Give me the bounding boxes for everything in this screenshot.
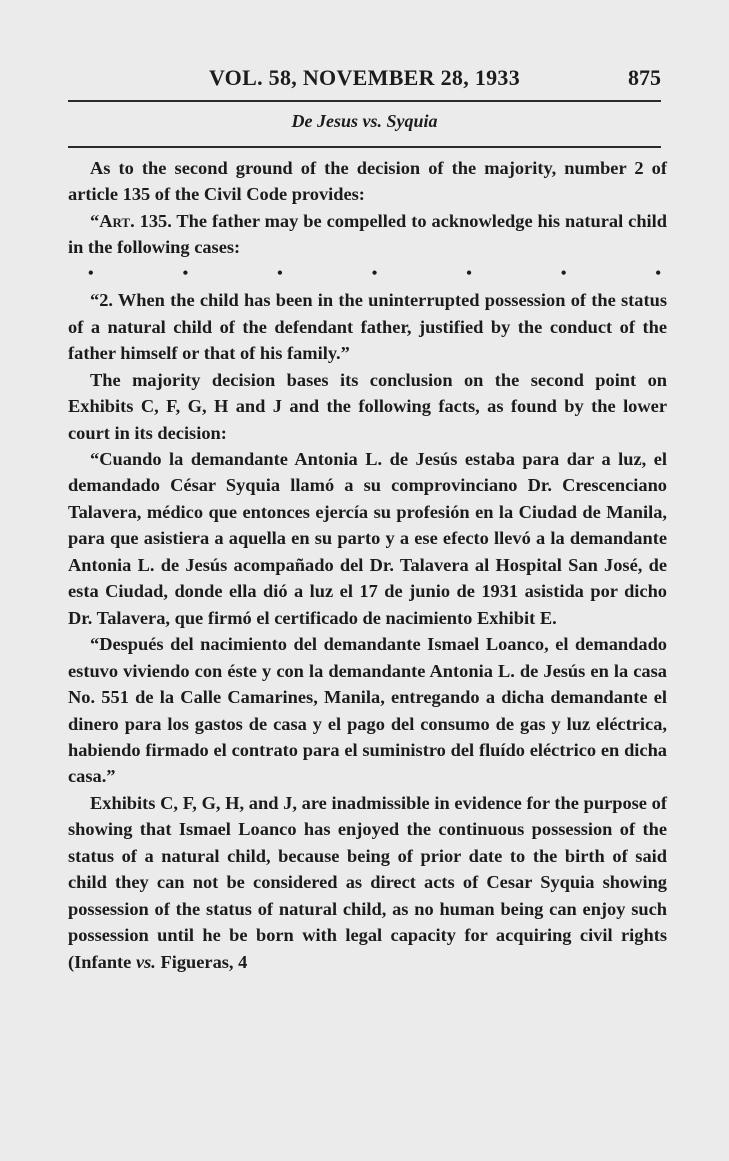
- running-title: VOL. 58, NOVEMBER 28, 1933: [208, 65, 521, 90]
- ellipsis-mark: •: [88, 264, 94, 282]
- ellipsis-mark: •: [277, 264, 283, 282]
- paragraph-6: “Después del nacimiento del demandante Ismael Loanco, el demandado estuvo viviendo con éste y con la demandante Antonia L. de Jesús en la casa No. 551 de la Calle Camarines, Manila, entregando a dicha demandante el dinero para los gastos de casa y el pago del consumo de gas y luz eléctrica, habiendo firmado el contrato para el suministro del fluído eléctrico en dicha casa.”: [68, 634, 667, 787]
- article-label: Art.: [99, 210, 135, 231]
- paragraph-2: [68, 208, 667, 261]
- ellipsis-mark: •: [371, 264, 378, 282]
- ellipsis-mark: •: [182, 264, 189, 282]
- article-text: 135. The father may be compelled to acknowledge his natural child in the following cases:: [68, 210, 667, 258]
- header-rule-bottom: [68, 146, 661, 148]
- paragraph-1: As to the second ground of the decision of the majority, number 2 of article 135 of the Civil Code provides:: [68, 158, 667, 205]
- paragraph-5: “Cuando la demandante Antonia L. de Jesús estaba para dar a luz, el demandado César Syquia llamó a su comprovinciano Dr. Crescenciano Talavera, médico que entonces ejercía su profesión en la Ciudad de Manila, para que asistiera a aquella en su parto y a ese efecto llevó a la demandante Antonia L. de Jesús acompañado del Dr. Talavera al Hospital San José, de esta Ciudad, donde ella dió a luz el 17 de junio de 1931 asistida por dicho Dr. Talavera, que firmó el certificado de nacimiento Exhibit E.: [68, 448, 667, 628]
- paragraph-7-tail: Figueras, 4: [155, 951, 248, 972]
- header-rule-top: [68, 100, 661, 102]
- versus-abbrev: vs.: [135, 951, 156, 972]
- ellipsis-stars: [68, 261, 667, 287]
- ellipsis-mark: •: [655, 264, 661, 282]
- paragraph-3: “2. When the child has been in the uninterrupted possession of the status of a natural child of the defendant father, justified by the conduct of the father himself or that of his family.”: [68, 290, 667, 364]
- paragraph-7: [68, 790, 667, 975]
- body-text: [68, 155, 667, 975]
- page-header: [68, 63, 661, 99]
- paragraph-4: The majority decision bases its conclusion on the second point on Exhibits C, F, G, H and J and the following facts, as found by the lower court in its decision:: [68, 369, 667, 443]
- ellipsis-mark: •: [466, 264, 472, 282]
- ellipsis-mark: •: [560, 264, 567, 282]
- case-caption: De Jesus vs. Syquia: [291, 111, 438, 131]
- paragraph-7-text: Exhibits C, F, G, H, and J, are inadmissible in evidence for the purpose of showing that Ismael Loanco has enjoyed the continuous possession of the status of a natural child, because being of prior date to the birth of said child they can not be considered as direct acts of Cesar Syquia showing possession of the status of natural child, as no human being can enjoy such possession until he be born with legal capacity for acquiring civil rights (Infante: [68, 792, 667, 972]
- page-number: 875: [628, 65, 661, 90]
- open-quote: “: [90, 210, 100, 231]
